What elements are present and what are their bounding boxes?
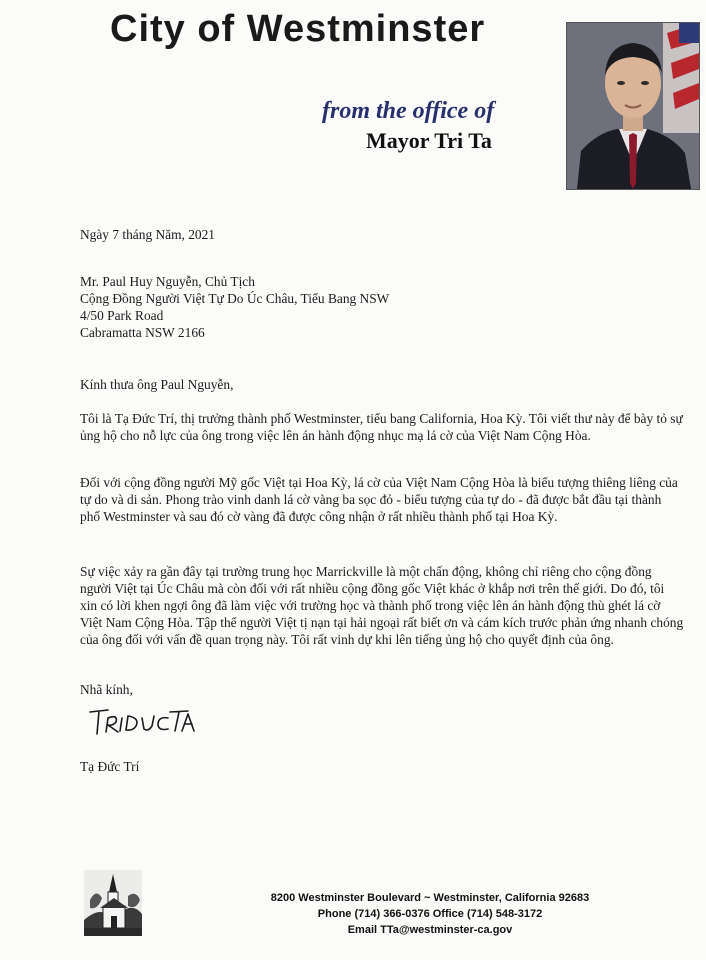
salutation: Kính thưa ông Paul Nguyễn, xyxy=(80,377,234,392)
body-paragraph: Tôi là Tạ Đức Trí, thị trưởng thành phố Westminster, tiểu bang California, Hoa Kỳ. Tôi viết thư này để bày tỏ sự ủng hộ cho nỗ lực của ông trong việc lên án hành động nhục mạ lá cờ của Việt Nam Cộng Hòa. xyxy=(80,411,683,443)
footer-phones: Phone (714) 366-0376 Office (714) 548-3172 xyxy=(317,908,543,920)
closing-line: Nhã kính, xyxy=(80,682,133,697)
recipient-line: 4/50 Park Road xyxy=(80,308,164,323)
letter-date: Ngày 7 tháng Năm, 2021 xyxy=(80,227,215,242)
recipient-line: Cabramatta NSW 2166 xyxy=(80,325,205,340)
letterhead-footer xyxy=(240,890,620,938)
signer-name: Tạ Đức Trí xyxy=(80,759,140,774)
recipient-line: Mr. Paul Huy Nguyễn, Chủ Tịch xyxy=(80,274,255,289)
recipient-address-block xyxy=(80,273,684,341)
office-subtitle: from the office of xyxy=(322,98,495,124)
body-paragraph: Sự việc xảy ra gần đây tại trường trung học Marrickville là một chấn động, không chỉ riêng cho cộng đồng người Việt tại Úc Châu mà còn đối với rất nhiều cộng đồng gốc Việt khác ở khắp nơi trên thế giới. Do đó, tôi xin có lời khen ngợi ông đã làm việc với trường học và thành phố trong việc lên án hành động thù ghét lá cờ Việt Nam Cộng Hòa. Tập thể người Việt tị nạn tại hải ngoại rất biết ơn và cám kích trước phản ứng nhanh chóng của ông đối với vấn đề quan trọng này. Tôi rất vinh dự khi lên tiếng ủng hộ cho quyết định của ông. xyxy=(80,564,684,647)
footer-email: Email TTa@westminster-ca.gov xyxy=(347,924,513,936)
handwritten-signature xyxy=(86,698,196,745)
mayor-name-heading: Mayor Tri Ta xyxy=(366,128,492,153)
body-paragraph: Đối với cộng đồng người Mỹ gốc Việt tại Hoa Kỳ, lá cờ của Việt Nam Cộng Hòa là biểu tượng thiêng liêng của tự do và di sản. Phong trào vinh danh lá cờ vàng ba sọc đỏ - biểu tượng của tự do - đã được bắt đầu tại thành phố Westminster và sau đó cờ vàng đã được công nhận ở rất nhiều thành phố tại Hoa Kỳ. xyxy=(80,475,678,524)
city-title: City of Westminster xyxy=(110,8,486,50)
city-seal-church-logo xyxy=(84,870,142,936)
mayor-portrait-photo xyxy=(566,22,700,190)
footer-address: 8200 Westminster Boulevard ~ Westminster, California 92683 xyxy=(270,892,590,904)
recipient-line: Cộng Đồng Người Việt Tự Do Úc Châu, Tiểu Bang NSW xyxy=(80,291,390,306)
